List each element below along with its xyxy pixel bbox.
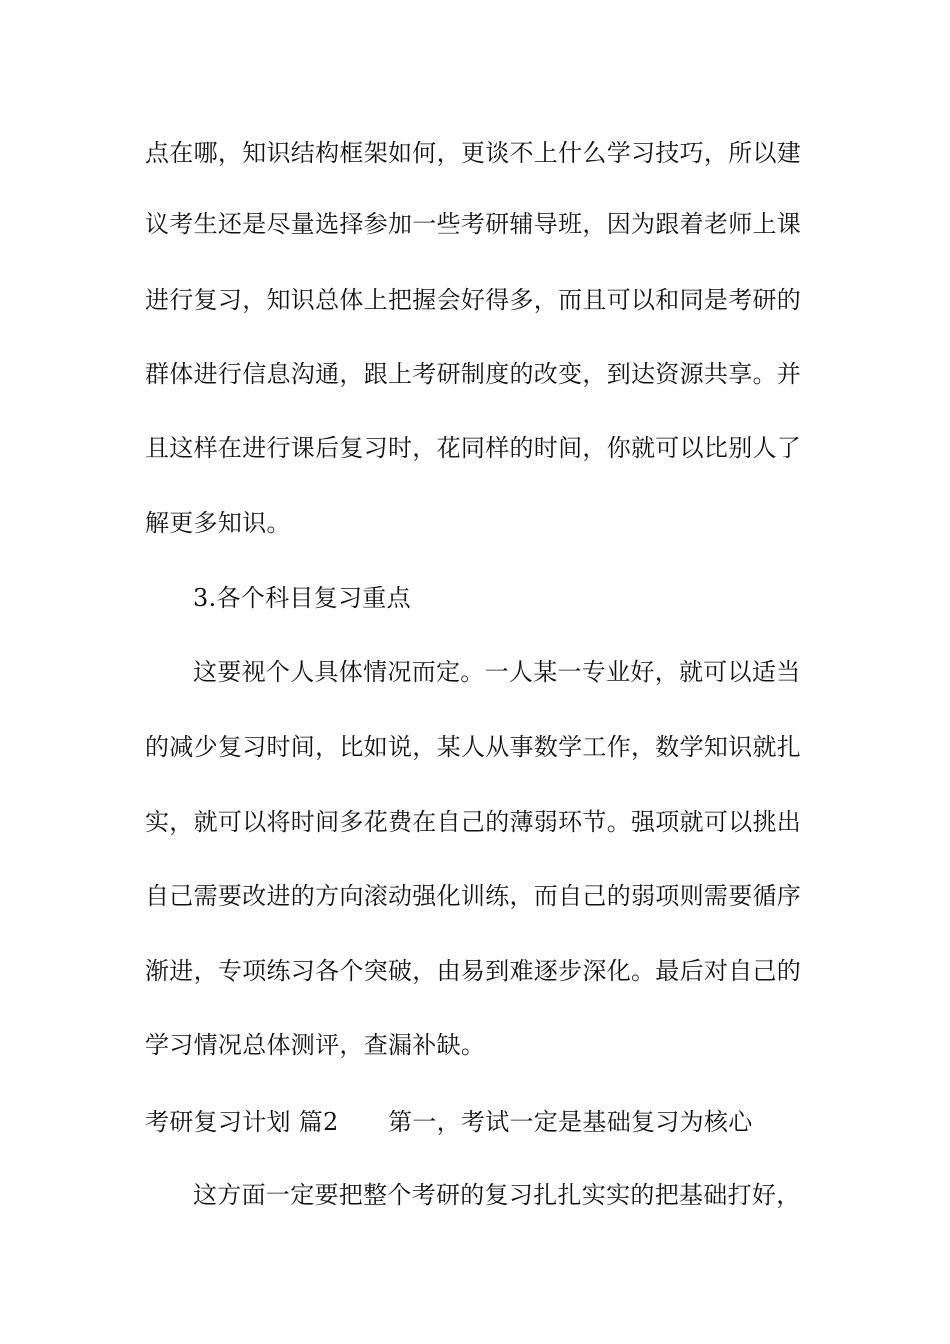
section-title: 考研复习计划 篇2 (145, 1108, 339, 1136)
paragraph-line: 进行复习，知识总体上把握会好得多，而且可以和同是考研的 (145, 286, 802, 314)
paragraph-line: 渐进，专项练习各个突破，由易到难逐步深化。最后对自己的 (145, 957, 802, 985)
paragraph-line: 的减少复习时间，比如说，某人从事数学工作，数学知识就扎 (145, 733, 802, 761)
paragraph-line: 这方面一定要把整个考研的复习扎扎实实的把基础打好， (193, 1181, 801, 1209)
section-subtitle: 第一，考试一定是基础复习为核心 (388, 1108, 753, 1136)
paragraph-line: 这要视个人具体情况而定。一人某一专业好，就可以适当 (193, 658, 801, 686)
paragraph-line: 实，就可以将时间多花费在自己的薄弱环节。强项就可以挑出 (145, 808, 802, 836)
paragraph-line: 且这样在进行课后复习时，花同样的时间，你就可以比别人了 (145, 434, 802, 462)
paragraph-line: 学习情况总体测评，查漏补缺。 (145, 1031, 486, 1059)
paragraph-line: 解更多知识。 (145, 509, 291, 537)
section-title-row (145, 1105, 805, 1139)
paragraph-line: 点在哪，知识结构框架如何，更谈不上什么学习技巧，所以建 (145, 139, 802, 167)
paragraph-line: 议考生还是尽量选择参加一些考研辅导班，因为跟着老师上课 (145, 210, 802, 238)
section-heading: 3.各个科目复习重点 (193, 584, 411, 612)
paragraph-line: 自己需要改进的方向滚动强化训练，而自己的弱项则需要循序 (145, 882, 802, 910)
paragraph-line: 群体进行信息沟通，跟上考研制度的改变，到达资源共享。并 (145, 360, 802, 388)
